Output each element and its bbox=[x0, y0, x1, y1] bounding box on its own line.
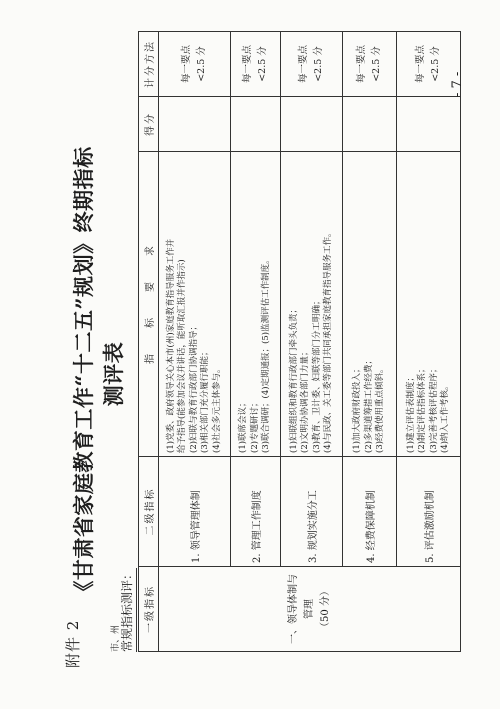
level1-name: 一、领导体制与管理 bbox=[287, 574, 315, 644]
header-score: 得分 bbox=[139, 97, 159, 152]
header-level2: 二级指标 bbox=[139, 457, 159, 567]
score-cell bbox=[397, 97, 461, 152]
indicator-cell bbox=[159, 152, 231, 457]
annex-label: 附件 2 bbox=[64, 619, 82, 668]
indicator-line: (1)建立评估表制度； bbox=[405, 372, 416, 453]
method-line: 每一要点 bbox=[181, 45, 193, 84]
level2-cell: 3. 规划实施分工 bbox=[281, 457, 343, 567]
indicator-line: (3)完善考核评估程序； bbox=[428, 364, 439, 453]
level1-cell bbox=[159, 567, 461, 652]
indicator-line: (1)加大政府财政投入； bbox=[352, 364, 363, 453]
table-row bbox=[397, 32, 461, 652]
indicator-cell bbox=[231, 152, 281, 457]
indicator-cell bbox=[343, 152, 397, 457]
score-cell bbox=[343, 97, 397, 152]
level2-cell: 2. 管理工作制度 bbox=[231, 457, 281, 567]
method-line: <2.5 分 bbox=[195, 46, 207, 82]
indicator-line: 给予指导(能参加会议并讲话，能听取汇报并作指示) bbox=[177, 259, 188, 453]
method-cell bbox=[231, 32, 281, 97]
indicator-cell bbox=[281, 152, 343, 457]
indicator-line: (2)专题研讨； bbox=[249, 398, 260, 453]
table-row bbox=[159, 32, 231, 652]
method-line: 每一要点 bbox=[298, 45, 310, 84]
indicator-line: (2)妇联与教育行政部门协调指导； bbox=[188, 321, 199, 453]
method-line: <2.5 分 bbox=[429, 46, 441, 82]
table-header-row bbox=[139, 32, 159, 652]
table-row bbox=[343, 32, 397, 652]
level2-cell: 5. 评估激励机制 bbox=[397, 457, 461, 567]
table-row bbox=[231, 32, 281, 652]
evaluation-table bbox=[138, 31, 461, 652]
indicator-line: (3)联合调研；(4)定期通报；(5)监测评估工作制度。 bbox=[261, 255, 272, 453]
score-cell bbox=[159, 97, 231, 152]
indicator-line: (4)纳入工作考核。 bbox=[439, 381, 450, 453]
page-number: - 7 - bbox=[450, 71, 465, 97]
method-line: 每一要点 bbox=[356, 45, 368, 84]
indicator-line: (3)教育、卫计委、妇联等部门分工明确； bbox=[311, 296, 322, 453]
score-cell bbox=[281, 97, 343, 152]
indicator-line: (2)多渠道筹措工作经费； bbox=[363, 355, 374, 453]
indicator-line: (3)相关部门充分履行职能； bbox=[200, 347, 211, 453]
indicator-line: (4)社会多元主体参与。 bbox=[211, 364, 222, 453]
indicator-line: (1)联席会议； bbox=[238, 398, 249, 453]
score-cell bbox=[231, 97, 281, 152]
level2-cell: 4. 经费保障机制 bbox=[343, 457, 397, 567]
header-indicators: 指 标 要 求 bbox=[139, 152, 159, 457]
method-line: 每一要点 bbox=[415, 45, 427, 84]
indicator-line: (4)与民政、关工委等部门共同承担家庭教育指导服务工作。 bbox=[322, 228, 333, 453]
indicator-line: (1)妇联组织和教育行政部门牵头负责； bbox=[288, 304, 299, 453]
indicator-line: (1)党委、政府领导关心本市(州)家庭教育指导服务工作并 bbox=[165, 238, 176, 453]
category-label: 常规指标测评： bbox=[118, 568, 137, 652]
indicator-cell bbox=[397, 152, 461, 457]
method-line: 每一要点 bbox=[242, 45, 254, 84]
method-cell bbox=[159, 32, 231, 97]
level2-cell: 1. 领导管理体制 bbox=[159, 457, 231, 567]
header-level1: 一级指标 bbox=[139, 567, 159, 652]
header-method: 计分方法 bbox=[139, 32, 159, 97]
method-line: <2.5 分 bbox=[312, 46, 324, 82]
method-line: <2.5 分 bbox=[370, 46, 382, 82]
method-line: <2.5 分 bbox=[256, 46, 268, 82]
indicator-line: (2)制定评估指标体系； bbox=[417, 364, 428, 453]
table-row bbox=[281, 32, 343, 652]
method-cell bbox=[343, 32, 397, 97]
scope-label: 市、州 bbox=[111, 624, 121, 652]
level1-points: （50 分） bbox=[319, 586, 331, 632]
indicator-line: (2)文明办协调各部门力量； bbox=[300, 347, 311, 453]
method-cell bbox=[281, 32, 343, 97]
document-title: 《甘肃省家庭教育工作“十二五”规划》终期指标测评表 bbox=[71, 146, 126, 602]
indicator-line: (3)经费使用重点倾斜。 bbox=[375, 364, 386, 453]
